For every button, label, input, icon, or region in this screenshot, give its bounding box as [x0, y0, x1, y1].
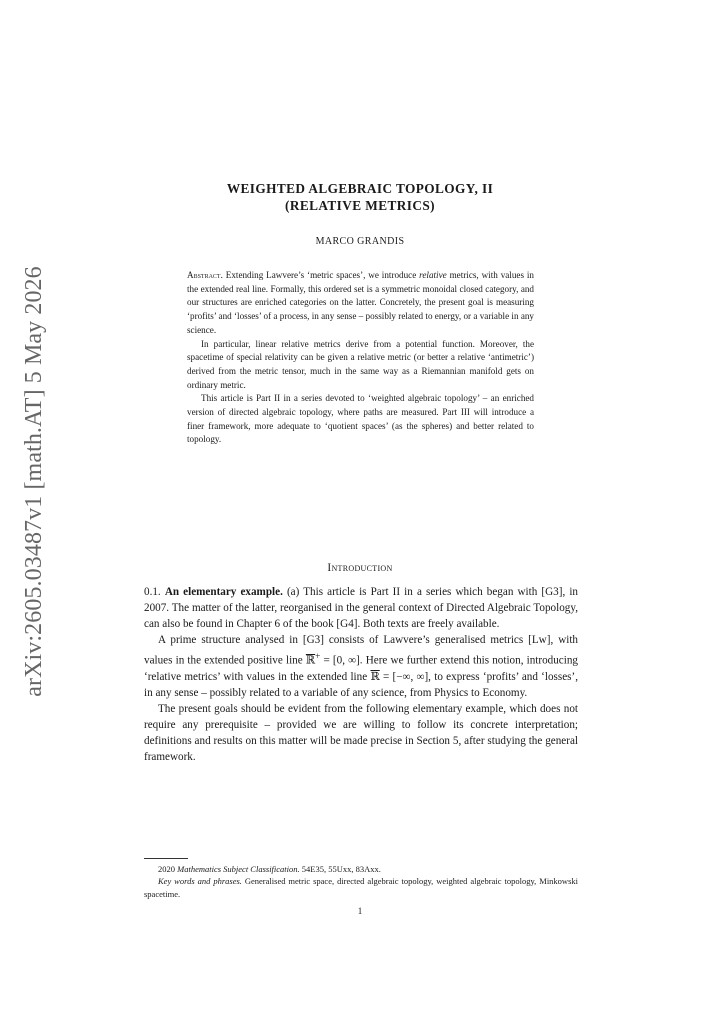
page-number: 1	[357, 906, 363, 916]
title-line-1: WEIGHTED ALGEBRAIC TOPOLOGY, II	[226, 181, 494, 196]
abstract-paragraph-1	[187, 269, 534, 338]
extended-line-symbol: ℝ	[370, 670, 380, 683]
intro-paragraph-3: The present goals should be evident from the following elementary example, which does not require any prerequisite – provided we are willing to follow its concrete interpretation; definitions and results on this matter will be made precise in Section 5, after studying the general framework.	[144, 702, 578, 764]
keywords-label: Key words and phrases.	[158, 876, 242, 887]
section-heading-introduction: Introduction	[327, 562, 393, 574]
abstract-p1-start: Extending Lawvere’s ‘metric spaces’, we introduce	[222, 270, 420, 280]
abstract-p1-end: metrics, with values in the extended real line. Formally, this ordered set is a symmetric monoidal closed category, and our structures are enriched categories on the latter. Concretely, the present goal is measuring ‘profits’ and ‘losses’ of a process, in any sense – possibly related to energy, or a variable in any science.	[187, 270, 534, 335]
msc-codes: 54E35, 55Uxx, 83Axx.	[299, 864, 381, 874]
abstract	[187, 269, 534, 447]
intro-p2-start: A prime structure analysed in [G3] consists of Lawvere’s generalised metrics [Lw], with values in the extended positive line	[144, 634, 578, 667]
footnotes	[144, 863, 578, 900]
intro-paragraph-2	[144, 632, 578, 700]
intro-p2-middle: = [0, ∞]. Here we further extend this notion, introducing ‘relative metrics’ with values in the extended line	[144, 654, 578, 683]
paper-title	[144, 180, 576, 214]
abstract-label: Abstract.	[187, 270, 223, 280]
introduction-body	[144, 584, 578, 765]
title-line-2: (RELATIVE METRICS)	[285, 198, 435, 213]
abstract-paragraph-2: In particular, linear relative metrics derive from a potential function. Moreover, the spacetime of special relativity can be given a relative metric (or better a relative ‘antimetric’) derived from the metric tensor, much in the same way as a Riemannian manifold gets on ordinary metric.	[187, 338, 534, 390]
msc-label: Mathematics Subject Classification.	[177, 864, 300, 874]
extended-positive-line-symbol: ℝ	[305, 654, 316, 667]
subsection-heading: An elementary example.	[164, 586, 283, 598]
keywords-text: Generalised metric space, directed algebraic topology, weighted algebraic topology, Minkowski spacetime.	[144, 876, 578, 899]
footnote-keywords	[144, 875, 578, 900]
footnote-rule	[144, 858, 188, 859]
intro-p1-text: (a) This article is Part II in a series which began with [G3], in 2007. The matter of the latter, reorganised in the general context of Directed Algebraic Topology, can also be found in Chapter 6 of the book [G4]. Both texts are freely available.	[144, 586, 578, 631]
footnote-msc	[144, 863, 578, 875]
arxiv-identifier-sidebar	[16, 265, 52, 697]
arxiv-identifier: arXiv:2605.03487v1 [math.AT] 5 May 2026	[20, 265, 47, 697]
abstract-paragraph-3: This article is Part II in a series devoted to ‘weighted algebraic topology’ – an enriched version of directed algebraic topology, where paths are measured. Part III will introduce a finer framework, more adequate to ‘quotient spaces’ (as the spheres) and better related to topology.	[187, 393, 534, 445]
abstract-p1-emphasis: relative	[419, 270, 447, 280]
msc-year: 2020	[158, 864, 178, 874]
intro-p2-end: = [−∞, ∞], to express ‘profits’ and ‘losses’, in any sense – possibly related to a variable of any science, from Physics to Economy.	[144, 670, 578, 699]
plus-superscript: +	[315, 651, 321, 662]
subsection-number: 0.1.	[144, 586, 161, 598]
author-name: MARCO GRANDIS	[315, 236, 405, 247]
intro-paragraph-1	[144, 584, 578, 632]
